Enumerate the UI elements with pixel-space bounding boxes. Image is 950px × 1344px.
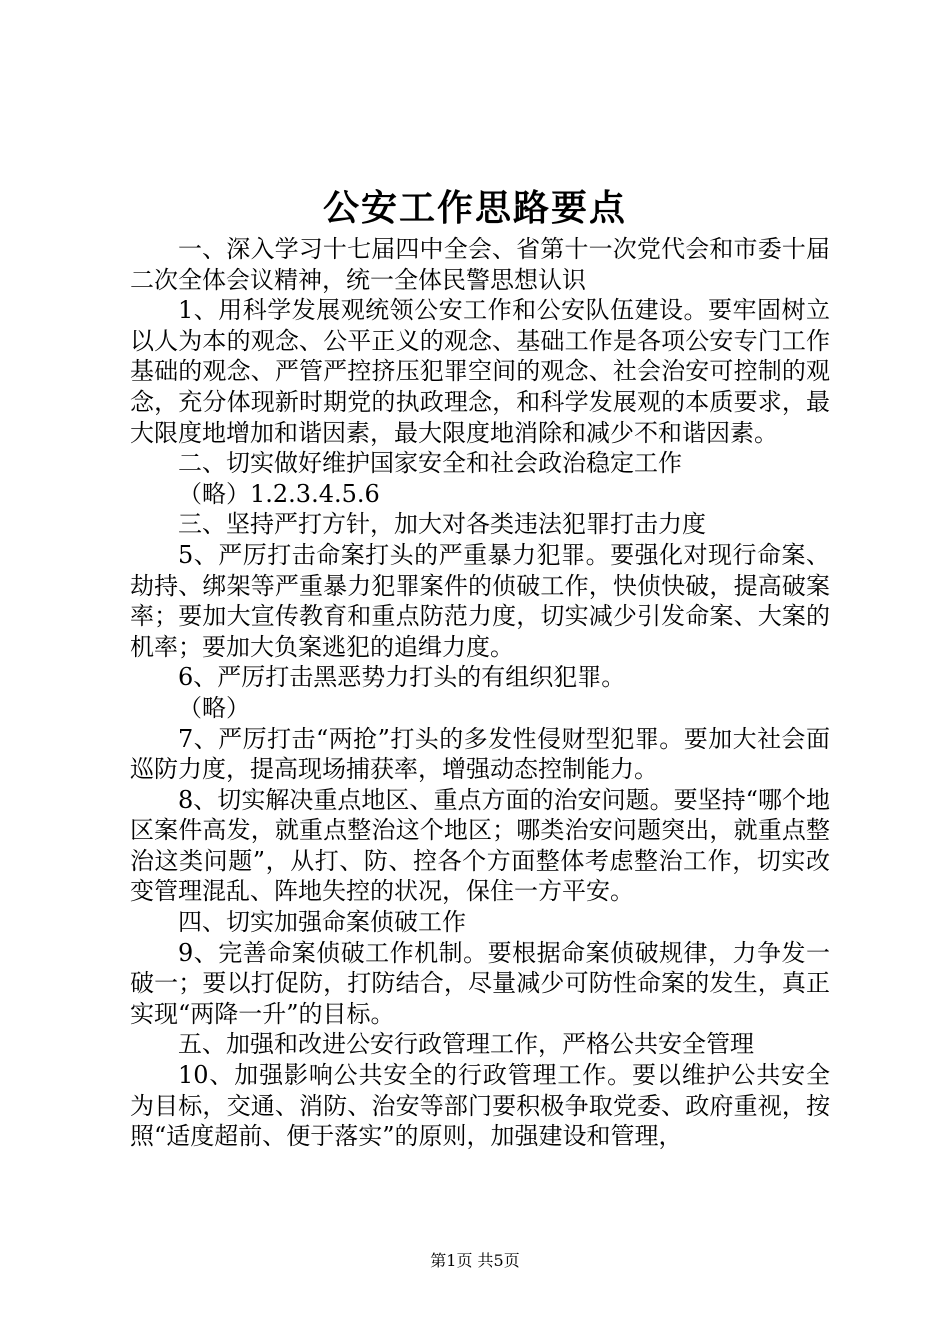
paragraph-item-10: 10、加强影响公共安全的行政管理工作。要以维护公共安全为目标，交通、消防、治安等部门要积极争取党委、政府重视，按照“适度超前、便于落实”的原则，加强建设和管理， [130, 1061, 830, 1151]
paragraph-item-5: 5、严厉打击命案打头的严重暴力犯罪。要强化对现行命案、劫持、绑架等严重暴力犯罪案件的侦破工作，快侦快破，提高破案率；要加大宣传教育和重点防范力度，切实减少引发命案、大案的机率；要加大负案逃犯的追缉力度。 [130, 540, 830, 661]
section-heading-2: 二、切实做好维护国家安全和社会政治稳定工作 [178, 449, 682, 478]
section-heading-5: 五、加强和改进公安行政管理工作，严格公共安全管理 [178, 1030, 754, 1059]
document-body [130, 234, 830, 1152]
section-heading-3: 三、坚持严打方针，加大对各类违法犯罪打击力度 [178, 510, 706, 539]
document-title: 公安工作思路要点 [322, 187, 627, 229]
paragraph-omitted-2: （略） [178, 693, 250, 722]
paragraph-item-7: 7、严厉打击“两抢”打头的多发性侵财型犯罪。要加大社会面巡防力度，提高现场捕获率，增强动态控制能力。 [130, 724, 830, 784]
page-footer: 第1页 共5页 [430, 1251, 520, 1270]
paragraph-item-8: 8、切实解决重点地区、重点方面的治安问题。要坚持“哪个地区案件高发，就重点整治这个地区；哪类治安问题突出，就重点整治这类问题”，从打、防、控各个方面整体考虑整治工作，切实改变管理混乱、阵地失控的状况，保住一方平安。 [130, 785, 830, 906]
paragraph-omitted-1: （略）1.2.3.4.5.6 [178, 479, 380, 508]
section-heading-4: 四、切实加强命案侦破工作 [178, 908, 466, 937]
paragraph-item-9: 9、完善命案侦破工作机制。要根据命案侦破规律，力争发一破一；要以打促防，打防结合，尽量减少可防性命案的发生，真正实现“两降一升”的目标。 [130, 938, 830, 1028]
paragraph-item-1: 1、用科学发展观统领公安工作和公安队伍建设。要牢固树立以人为本的观念、公平正义的观念、基础工作是各项公安专门工作基础的观念、严管严控挤压犯罪空间的观念、社会治安可控制的观念，充分体现新时期党的执政理念，和科学发展观的本质要求，最大限度地增加和谐因素，最大限度地消除和减少不和谐因素。 [130, 296, 830, 447]
paragraph-item-6: 6、严厉打击黑恶势力打头的有组织犯罪。 [178, 663, 626, 692]
section-heading-1: 一、深入学习十七届四中全会、省第十一次党代会和市委十届二次全体会议精神，统一全体民警思想认识 [130, 235, 830, 294]
